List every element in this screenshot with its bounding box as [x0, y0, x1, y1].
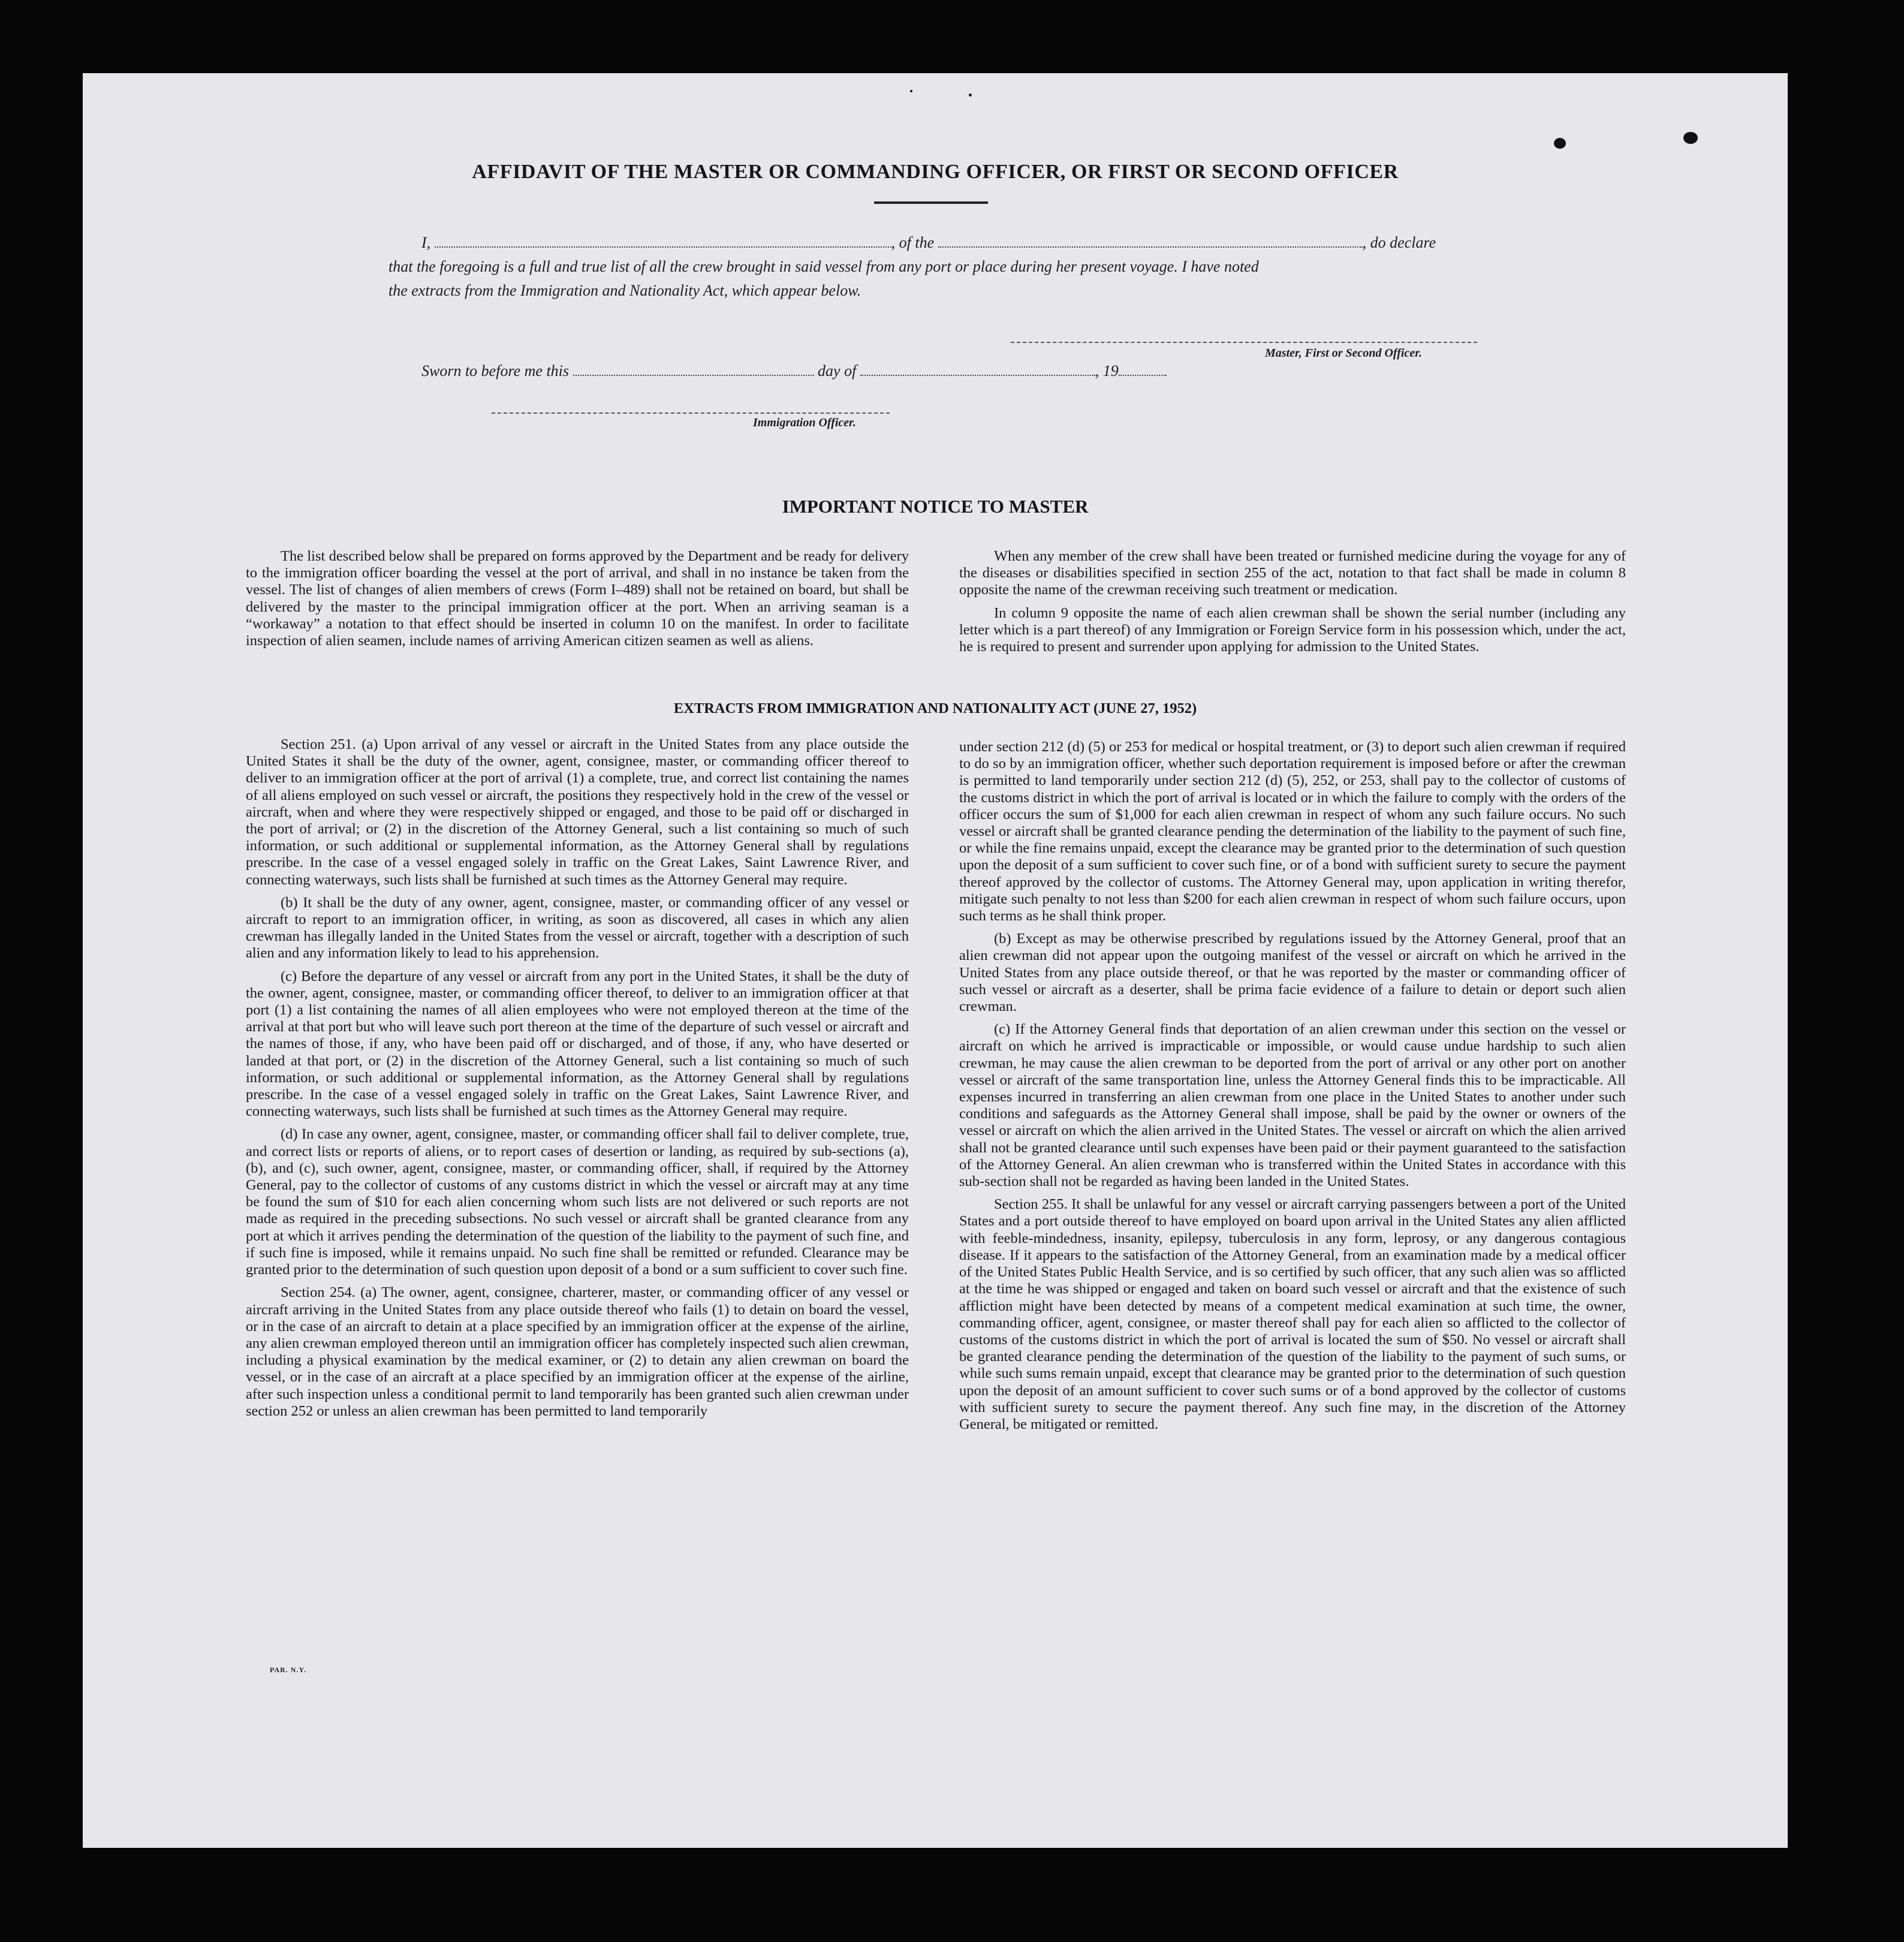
- scan-speck: [1554, 138, 1566, 149]
- master-signature-line[interactable]: [1011, 342, 1477, 343]
- sworn-day-blank[interactable]: [573, 364, 814, 376]
- notice-right-column: [959, 548, 1626, 661]
- sworn-year-blank[interactable]: [1119, 364, 1167, 376]
- section-254-a-continued: under section 212 (d) (5) or 253 for medical or hospital treatment, or (3) to deport such alien crewman if required to do so by an immigration officer, whether such deportation requirement is imposed before or after the crewman is permitted to land temporarily under section 212 (d) (5), 252, or 253, shall pay to the collector of customs of the customs district in which the port of arrival is located or in which the failure to comply with the orders of the officer occurs the sum of $1,000 for each alien crewman in respect of whom any such failure occurs. No such vessel or aircraft shall be granted clearance pending the determination of the liability to the payment of such fine, or while the fine remains unpaid, except the clearance may be granted prior to the determination of such question upon the deposit of a sum sufficient to cover such fine, or of a bond with sufficient surety to secure the payment thereof approved by the collector of customs. The Attorney General may, upon application in writing therefor, mitigate such penalty to not less than $200 for each alien crewman in respect of whom such failure occurs, upon such terms as he shall think proper.: [959, 739, 1626, 925]
- vessel-blank[interactable]: [938, 236, 1363, 248]
- scan-speck: [1683, 132, 1698, 144]
- section-254-c: (c) If the Attorney General finds that deportation of an alien crewman under this section on the vessel or aircraft on which he arrived is impracticable or impossible, or would cause undue hardship to such alien crewman, he may cause the alien crewman to be deported from the port of arrival or any other port on another vessel or aircraft of the same transportation line, unless the Attorney General finds this to be impracticable. All expenses incurred in transferring an alien crewman from one place in the United States to another under such conditions and safeguards as the Attorney General shall impose, shall be paid by the owner or owners of the vessel or aircraft on which the alien arrived in the United States. The vessel or aircraft on which the alien arrived shall not be granted clearance until such expenses have been paid or their payment guaranteed to the satisfaction of the Attorney General. An alien crewman who is transferred within the United States in accordance with this sub-section shall not be regarded as having been landed in the United States.: [959, 1021, 1626, 1190]
- affidavit-of-the-label: , of the: [891, 234, 935, 251]
- section-251-d: (d) In case any owner, agent, consignee, master, or commanding officer shall fail to deliver complete, true, and correct lists or reports of aliens, or to report cases of desertion or landing, as required by sub-sections (a), (b), and (c), such owner, agent, consignee, master, or commanding officer, shall, if required by the Attorney General, pay to the collector of customs of any customs district in which the vessel or aircraft may at any time be found the sum of $10 for each alien concerning whom such lists are not delivered or such reports are not made as required in the preceding subsections. No such vessel or aircraft shall be granted clearance from any port at which it arrives pending the determination of the question of the liability to the payment of such fine, and if such fine is imposed, while it remains unpaid. No such fine shall be remitted or refunded. Clearance may be granted prior to the determination of such question upon deposit of a bond or a sum sufficient to cover such fine.: [246, 1126, 909, 1278]
- section-251-b: (b) It shall be the duty of any owner, agent, consignee, master, or commanding officer of any vessel or aircraft to report to an immigration officer, in writing, as soon as discovered, all cases in which any alien crewman has illegally landed in the United States from the vessel or aircraft, together with a description of such alien and any information likely to lead to his apprehension.: [246, 894, 909, 962]
- affidavit-statement-line-1: that the foregoing is a full and true list of all the crew brought in said vessel from any port or place during her present voyage. I have noted: [388, 258, 1259, 275]
- section-251-a: Section 251. (a) Upon arrival of any vessel or aircraft in the United States from any place outside the United States it shall be the duty of the owner, agent, consignee, master, or commanding officer thereof to deliver to an immigration officer at the port of arrival (1) a complete, true, and correct list containing the names of all aliens employed on such vessel or aircraft, the positions they respectively hold in the crew of the vessel or aircraft, when and where they were respectively shipped or engaged, and those to be paid off or discharged in the port of arrival; or (2) in the discretion of the Attorney General, such a list containing so much of such information, or such additional or supplemental information, as the Attorney General shall by regulations prescribe. In the case of a vessel engaged solely in traffic on the Great Lakes, Saint Lawrence River, and connecting waterways, such lists shall be furnished at such times as the Attorney General may require.: [246, 736, 909, 888]
- sworn-line: [421, 362, 1167, 380]
- section-254-b: (b) Except as may be otherwise prescribed by regulations issued by the Attorney General, proof that an alien crewman did not appear upon the outgoing manifest of the vessel or aircraft on which he arrived in the United States from any place outside thereof, or that he was reported by the master or commanding officer of such vessel or aircraft as a deserter, shall be prima facie evidence of a failure to detain or deport such alien crewman.: [959, 931, 1626, 1015]
- notice-paragraph: The list described below shall be prepared on forms approved by the Department and be ready for delivery to the immigration officer boarding the vessel at the port of arrival, and shall in no instance be taken from the vessel. The list of changes of alien members of crews (Form I–489) shall not be retained on board, but shall be delivered by the master to the principal immigration officer at the port. When an arriving seaman is a “workaway” a notation to that effect should be inserted in column 10 on the manifest. In order to facilitate inspection of alien seamen, include names of arriving American citizen seamen as well as aliens.: [246, 548, 909, 649]
- day-of-label: day of: [818, 362, 857, 380]
- sworn-month-blank[interactable]: [860, 364, 1095, 376]
- immigration-officer-signature-line[interactable]: [492, 413, 890, 414]
- name-blank[interactable]: [435, 236, 891, 248]
- section-254-a: Section 254. (a) The owner, agent, consignee, charterer, master, or commanding officer of any vessel or aircraft arriving in the United States from any place outside thereof who fails (1) to detain on board the vessel, or in the case of an aircraft to detain at a place specified by an immigration officer at the expense of the airline, any alien crewman employed thereon until an immigration officer has completely inspected such alien crewman, including a physical examination by the medical examiner, or (2) to detain any alien crewman on board the vessel, or in the case of an aircraft at a place specified by an immigration officer at the expense of the airline, after such inspection unless a conditional permit to land temporarily has been granted such alien crewman under section 252 or unless an alien crewman has been permitted to land temporarily: [246, 1284, 909, 1419]
- scan-speck: [969, 94, 972, 97]
- affidavit-title: AFFIDAVIT OF THE MASTER OR COMMANDING OFFICER, OR FIRST OR SECOND OFFICER: [472, 161, 1399, 183]
- scan-speck: [910, 90, 912, 92]
- title-divider: [874, 201, 988, 204]
- notice-title: IMPORTANT NOTICE TO MASTER: [782, 496, 1089, 517]
- affidavit-statement-line-2: the extracts from the Immigration and Nationality Act, which appear below.: [388, 282, 861, 299]
- affidavit-do-declare-label: , do declare: [1362, 234, 1436, 251]
- extracts-left-column: [246, 736, 909, 1426]
- sworn-label: Sworn to before me this: [421, 362, 570, 380]
- section-255: Section 255. It shall be unlawful for any vessel or aircraft carrying passengers between a port of the United States and a port outside thereof to have employed on board upon arrival in the United States any alien afflicted with feeble-mindedness, insanity, epilepsy, tuberculosis in any form, leprosy, or any dangerous contagious disease. If it appears to the satisfaction of the Attorney General, from an examination made by a medical officer of the United States Public Health Service, and is so certified by such officer, that any such alien was so afflicted at the time he was shipped or engaged and taken on board such vessel or aircraft and that the existence of such affliction might have been detected by means of a competent medical examination at such time, the owner, commanding officer, agent, consignee, or master thereof shall pay for each alien so afflicted to the collector of customs of the customs district in which the port of arrival is located the sum of $50. No vessel or aircraft shall be granted clearance pending the determination of the question of the liability to the payment of such sums, or while such sums remain unpaid, except that clearance may be granted prior to the determination of such question upon the deposit of an amount sufficient to cover such sums or of a bond approved by the collector of customs with sufficient surety to secure the payment thereof. Any such fine may, in the discretion of the Attorney General, be mitigated or remitted.: [959, 1196, 1626, 1432]
- extracts-right-column: [959, 739, 1626, 1439]
- year-label: , 19: [1095, 362, 1119, 380]
- document-page: [83, 73, 1788, 1848]
- master-signature-caption: Master, First or Second Officer.: [1265, 347, 1422, 360]
- affidavit-declaration-line: [421, 234, 1436, 252]
- section-251-c: (c) Before the departure of any vessel or aircraft from any port in the United States, it shall be the duty of the owner, agent, consignee, master, or commanding officer thereof, to deliver to an immigration officer at that port (1) a list containing the names of all alien employees who were not employed thereon at the time of the arrival at that port but who will leave such port thereon at the time of the departure of such vessel or aircraft and the names of those, if any, who have been paid off or discharged, and of those, if any, who have deserted or landed at that port, or (2) in the discretion of the Attorney General, such a list containing so much of such information, or such additional or supplemental information, as the Attorney General shall by regulations prescribe. In the case of a vessel engaged solely in traffic on the Great Lakes, Saint Lawrence River, and connecting waterways, such lists shall be furnished at such times as the Attorney General may require.: [246, 968, 909, 1120]
- printer-mark: PAR. N.Y.: [270, 1666, 307, 1674]
- immigration-officer-caption: Immigration Officer.: [753, 416, 856, 429]
- notice-paragraph: When any member of the crew shall have been treated or furnished medicine during the voyage for any of the diseases or disabilities specified in section 255 of the act, notation to that fact shall be made in column 8 opposite the name of the crewman receiving such treatment or medication.: [959, 548, 1626, 598]
- notice-paragraph: In column 9 opposite the name of each alien crewman shall be shown the serial number (including any letter which is a part thereof) of any Immigration or Foreign Service form in his possession which, under the act, he is required to present and surrender upon applying for admission to the United States.: [959, 604, 1626, 655]
- extracts-title: EXTRACTS FROM IMMIGRATION AND NATIONALITY ACT (JUNE 27, 1952): [673, 700, 1197, 716]
- affidavit-i-label: I,: [421, 234, 431, 251]
- notice-left-column: [246, 548, 909, 655]
